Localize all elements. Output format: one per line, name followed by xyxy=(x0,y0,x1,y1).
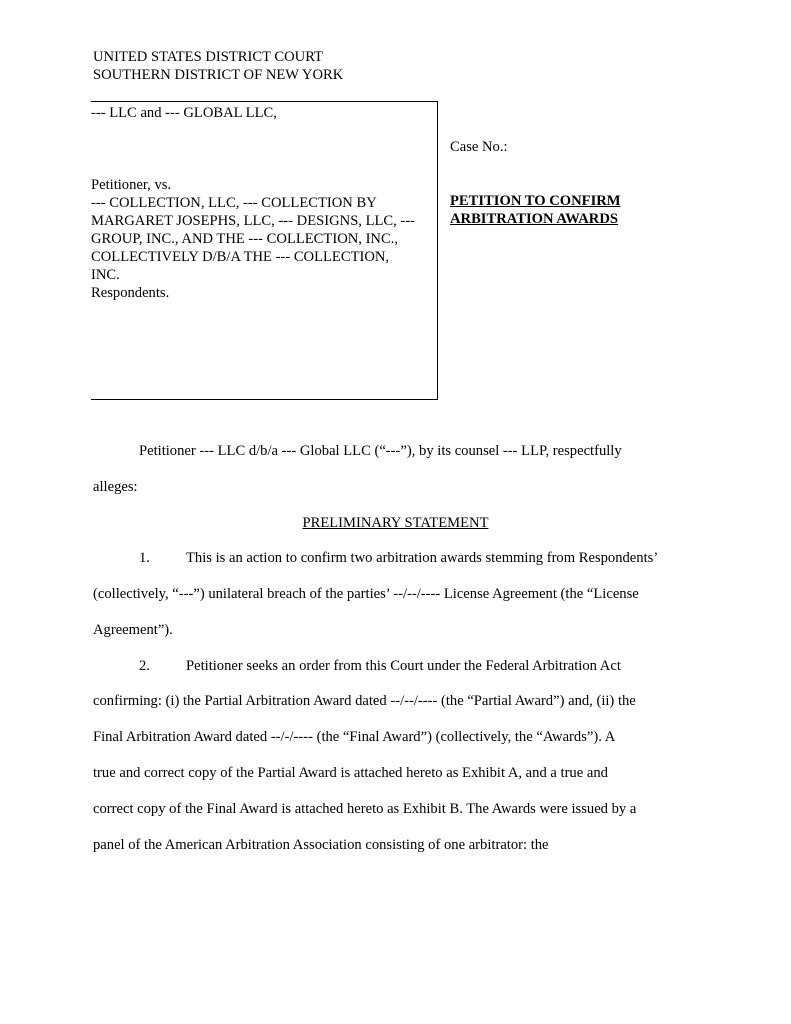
party-block xyxy=(91,176,437,284)
paragraph-line: Petitioner seeks an order from this Court under the Federal Arbitration Act xyxy=(186,658,621,674)
petitioner-names: --- LLC and --- GLOBAL LLC, xyxy=(91,105,277,121)
paragraph-line: Agreement”). xyxy=(93,622,173,638)
paragraph-line: (collectively, “---”) unilateral breach of the parties’ --/--/---- License Agreement (the “License xyxy=(93,586,639,602)
paragraph-line: Final Arbitration Award dated --/-/---- (the “Final Award”) (collectively, the “Awards”). A xyxy=(93,729,616,745)
paragraph-line: confirming: (i) the Partial Arbitration Award dated --/--/---- (the “Partial Award”) and, (ii) the xyxy=(93,693,636,709)
paragraph-number: 1. xyxy=(139,550,150,566)
court-district: SOUTHERN DISTRICT OF NEW YORK xyxy=(93,67,344,83)
paragraph-line: correct copy of the Final Award is attached hereto as Exhibit B. The Awards were issued by a xyxy=(93,801,637,817)
paragraph-line: This is an action to confirm two arbitration awards stemming from Respondents’ xyxy=(186,550,659,566)
petitioner-label: Petitioner, vs. xyxy=(91,177,172,193)
court-heading xyxy=(93,48,343,84)
petition-title xyxy=(450,192,621,228)
respondent-line: --- COLLECTION, LLC, --- COLLECTION BY xyxy=(91,195,377,211)
petition-title-line: ARBITRATION AWARDS xyxy=(450,211,618,227)
respondent-line: COLLECTIVELY D/B/A THE --- COLLECTION, xyxy=(91,249,390,265)
intro-line: alleges: xyxy=(93,479,138,495)
respondent-line: INC. xyxy=(91,267,120,283)
section-heading: PRELIMINARY STATEMENT xyxy=(302,515,489,531)
paragraph-line: panel of the American Arbitration Association consisting of one arbitrator: the xyxy=(93,837,549,853)
petition-title-line: PETITION TO CONFIRM xyxy=(450,193,621,209)
respondent-label: Respondents. xyxy=(91,285,170,301)
case-number-label: Case No.: xyxy=(450,139,508,155)
court-name: UNITED STATES DISTRICT COURT xyxy=(93,49,323,65)
respondent-line: GROUP, INC., AND THE --- COLLECTION, INC., xyxy=(91,231,398,247)
paragraph-line: true and correct copy of the Partial Award is attached hereto as Exhibit A, and a true and xyxy=(93,765,608,781)
paragraph-number: 2. xyxy=(139,658,150,674)
respondent-line: MARGARET JOSEPHS, LLC, --- DESIGNS, LLC, --- xyxy=(91,213,416,229)
case-caption-box xyxy=(91,101,438,400)
intro-line: Petitioner --- LLC d/b/a --- Global LLC (“---”), by its counsel --- LLP, respectfully xyxy=(139,443,622,459)
